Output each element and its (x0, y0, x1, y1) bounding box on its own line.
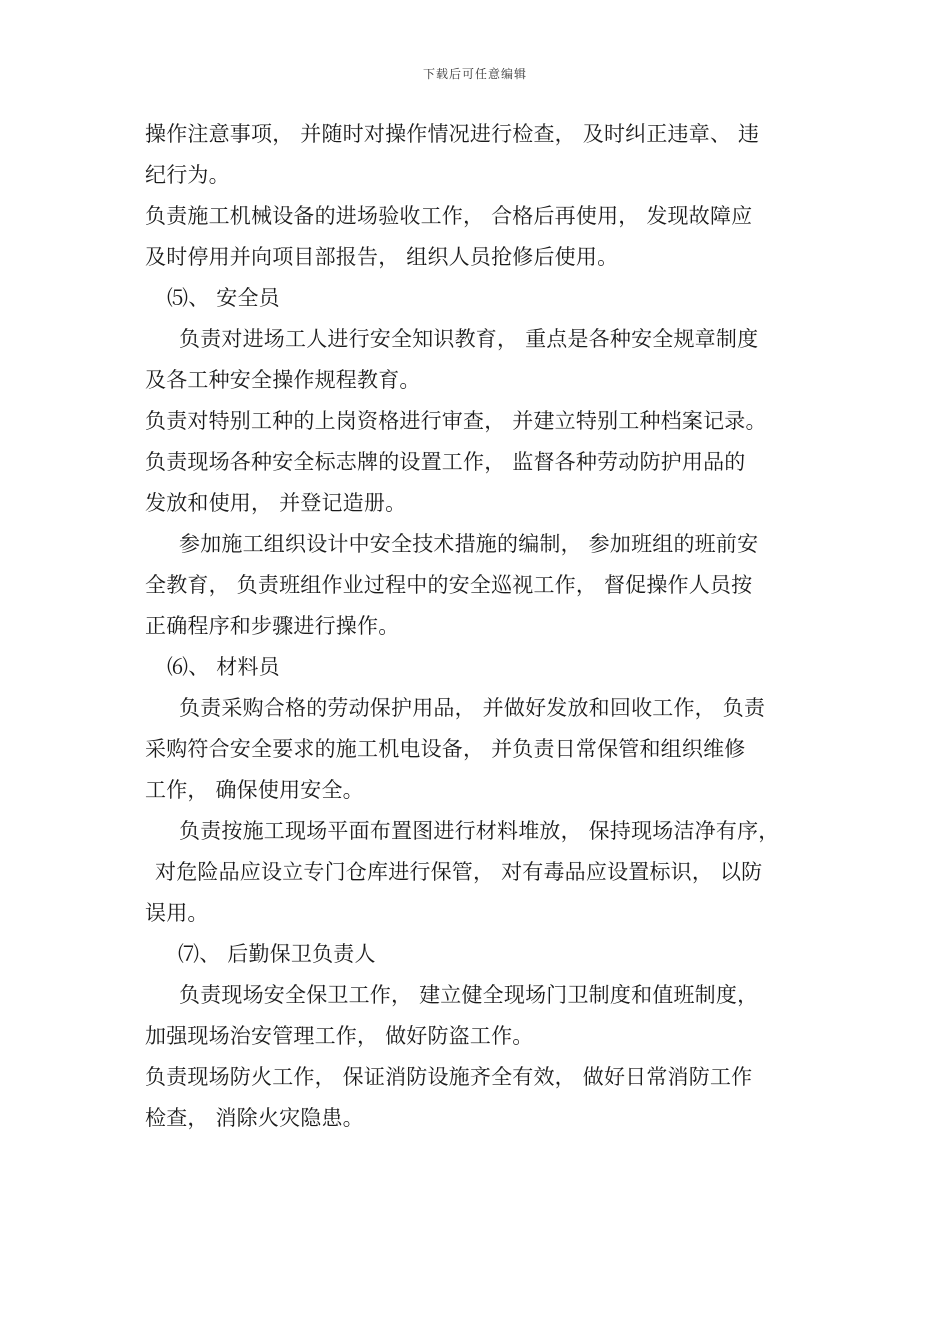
paragraph-line: 负责现场防火工作， 保证消防设施齐全有效， 做好日常消防工作 (145, 1065, 753, 1089)
paragraph-line: 发放和使用， 并登记造册。 (145, 491, 407, 515)
paragraph-line: 负责对进场工人进行安全知识教育， 重点是各种安全规章制度 (179, 327, 759, 351)
section-heading-safety-officer: ⑸、 安全员 (167, 286, 280, 310)
paragraph-line: 负责采购合格的劳动保护用品， 并做好发放和回收工作， 负责 (179, 696, 766, 720)
paragraph-line: 工作， 确保使用安全。 (145, 778, 364, 802)
paragraph-line: 正确程序和步骤进行操作。 (145, 614, 400, 638)
paragraph-line: 纪行为。 (145, 163, 230, 187)
paragraph-line: 检查， 消除火灾隐患。 (145, 1106, 364, 1130)
paragraph-line: 误用。 (145, 901, 209, 925)
paragraph-line: 全教育， 负责班组作业过程中的安全巡视工作， 督促操作人员按 (145, 573, 753, 597)
paragraph-line: 负责施工机械设备的进场验收工作， 合格后再使用， 发现故障应 (145, 204, 753, 228)
paragraph-line: 采购符合安全要求的施工机电设备， 并负责日常保管和组织维修 (145, 737, 746, 761)
paragraph-line: 负责现场各种安全标志牌的设置工作， 监督各种劳动防护用品的 (145, 450, 746, 474)
paragraph-line: 负责现场安全保卫工作， 建立健全现场门卫制度和值班制度， (179, 983, 759, 1007)
document-body (145, 114, 820, 1139)
section-heading-materials-officer: ⑹、 材料员 (167, 655, 280, 679)
paragraph-line: 及各工种安全操作规程教育。 (145, 368, 421, 392)
paragraph-line: 参加施工组织设计中安全技术措施的编制， 参加班组的班前安 (179, 532, 759, 556)
paragraph-line: 操作注意事项， 并随时对操作情况进行检查， 及时纠正违章、 违 (145, 122, 760, 146)
paragraph-line: 对危险品应设立专门仓库进行保管， 对有毒品应设置标识， 以防 (155, 860, 763, 884)
section-heading-logistics-security: ⑺、 后勤保卫负责人 (178, 942, 376, 966)
page-header: 下载后可任意编辑 (422, 67, 527, 81)
paragraph-line: 负责按施工现场平面布置图进行材料堆放， 保持现场洁净有序， (179, 819, 780, 843)
paragraph-line: 加强现场治安管理工作， 做好防盗工作。 (145, 1024, 534, 1048)
paragraph-line: 及时停用并向项目部报告， 组织人员抢修后使用。 (145, 245, 619, 269)
paragraph-line: 负责对特别工种的上岗资格进行审查， 并建立特别工种档案记录。 (145, 409, 767, 433)
